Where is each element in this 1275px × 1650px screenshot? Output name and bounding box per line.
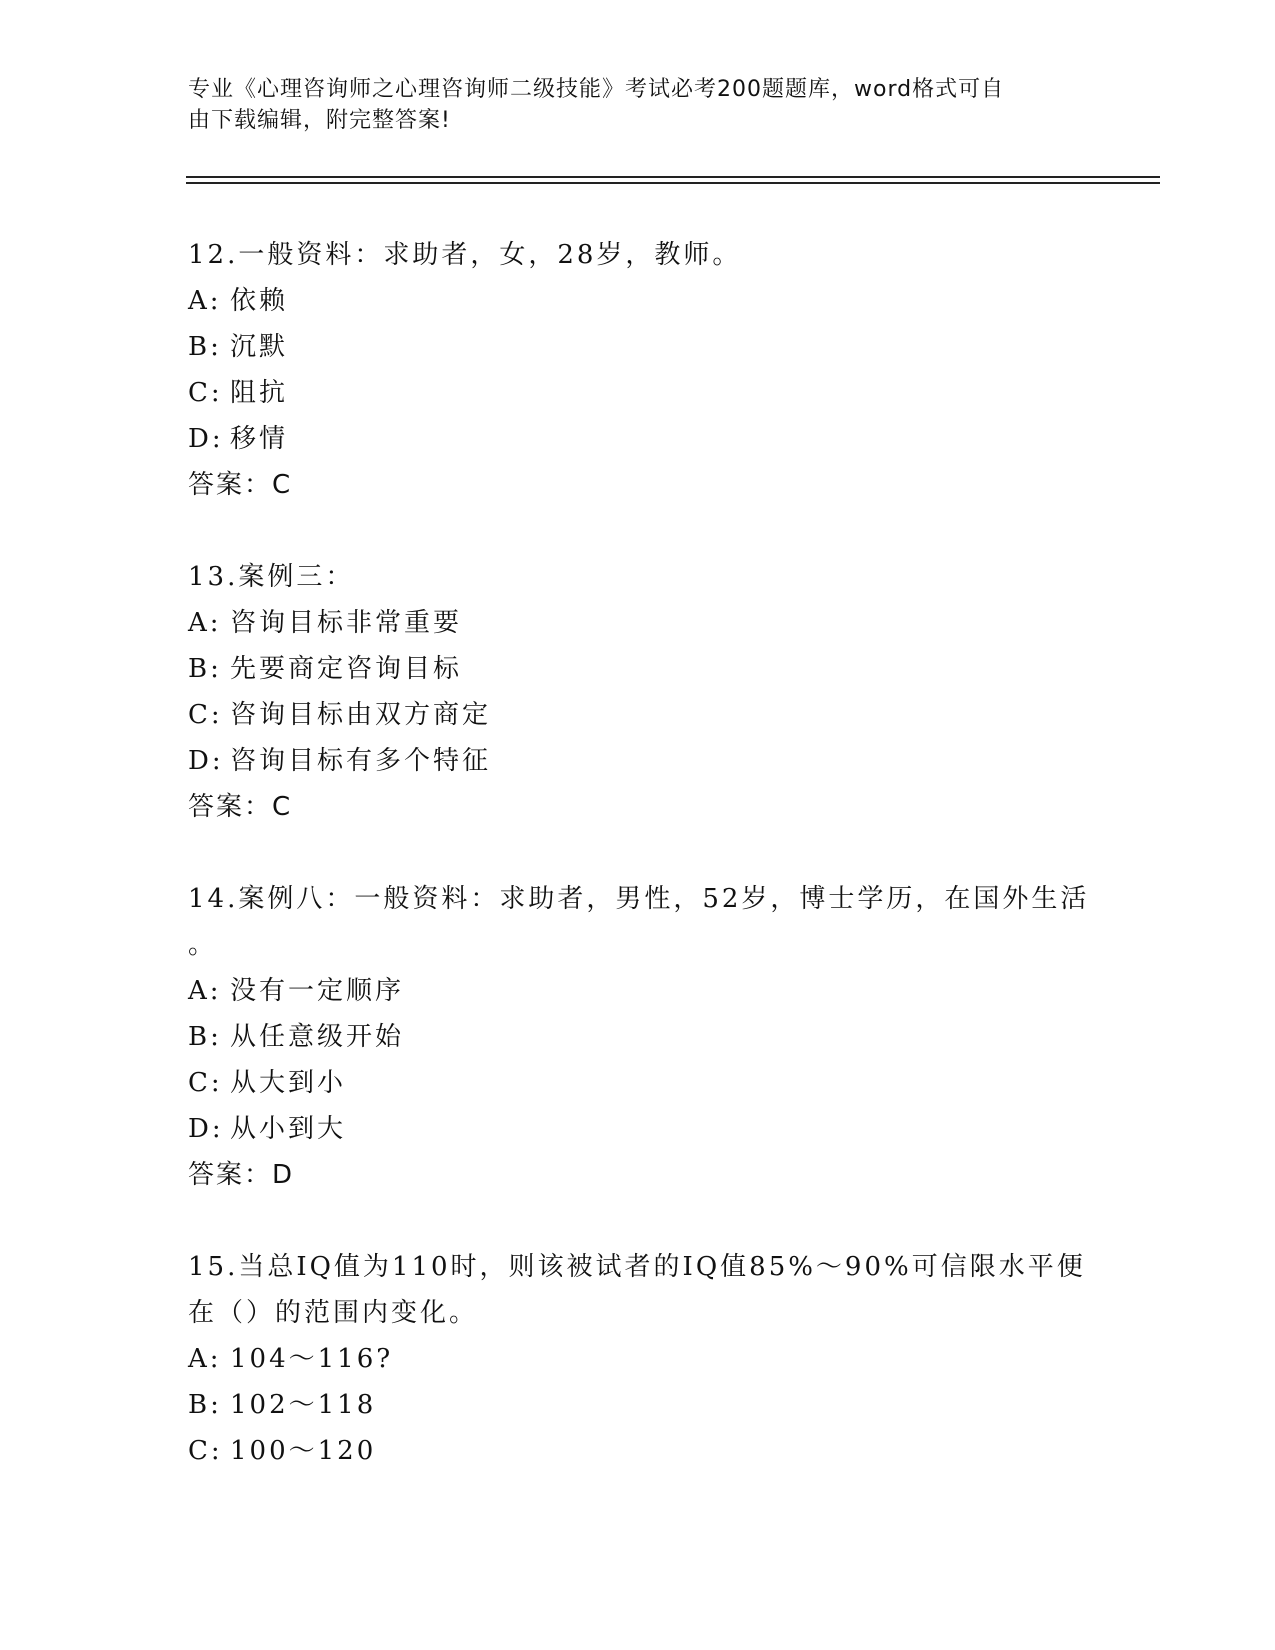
question-stem: 12.一般资料：求助者，女，28岁，教师。: [188, 240, 742, 270]
option-a: [188, 600, 1108, 646]
question-15: [188, 1244, 1108, 1474]
option-d: [188, 1106, 1108, 1152]
option-a: [188, 1336, 1108, 1382]
option-a: [188, 968, 1108, 1014]
question-list: [188, 232, 1108, 1520]
option-d: [188, 416, 1108, 462]
option-a: [188, 278, 1108, 324]
option-letter: A:: [188, 976, 222, 1006]
question-12: [188, 232, 1108, 508]
option-c: [188, 1060, 1108, 1106]
option-letter: C:: [188, 1068, 223, 1098]
option-text: 从大到小: [230, 1068, 347, 1098]
question-13: [188, 554, 1108, 830]
option-text: 移情: [230, 424, 289, 454]
option-letter: A:: [188, 1344, 222, 1374]
option-b: [188, 1014, 1108, 1060]
option-text: 咨询目标非常重要: [230, 608, 463, 638]
question-stem: 14.案例八：一般资料：求助者，男性，52岁，博士学历，在国外生活: [188, 884, 1090, 914]
option-text: 从小到大: [230, 1114, 347, 1144]
option-text: 咨询目标有多个特征: [230, 746, 492, 776]
option-text: 依赖: [230, 286, 289, 316]
option-d: [188, 738, 1108, 784]
option-letter: D:: [188, 424, 224, 454]
option-b: [188, 646, 1108, 692]
option-letter: D:: [188, 1114, 224, 1144]
question-stem: 15.当总IQ值为110时，则该被试者的IQ值85%～90%可信限水平便: [188, 1252, 1086, 1282]
header-divider-bottom: [186, 182, 1160, 184]
question-14: [188, 876, 1108, 1198]
option-letter: B:: [188, 654, 222, 684]
answer-line: 答案：C: [188, 792, 293, 822]
option-text: 咨询目标由双方商定: [230, 700, 492, 730]
option-text: 阻抗: [230, 378, 289, 408]
option-text: 没有一定顺序: [230, 976, 405, 1006]
option-letter: A:: [188, 608, 222, 638]
document-header: [188, 74, 1088, 136]
option-text: 从任意级开始: [230, 1022, 405, 1052]
question-stem: 13.案例三：: [188, 562, 355, 592]
option-text: 先要商定咨询目标: [230, 654, 463, 684]
option-letter: B:: [188, 1390, 222, 1420]
option-b: [188, 324, 1108, 370]
option-text: 102～118: [230, 1390, 377, 1420]
answer-line: 答案：C: [188, 470, 293, 500]
option-c: [188, 370, 1108, 416]
option-letter: B:: [188, 1022, 222, 1052]
option-letter: A:: [188, 286, 222, 316]
option-text: 100～120: [230, 1436, 377, 1466]
question-stem-continued: 。: [188, 930, 218, 960]
option-text: 沉默: [230, 332, 289, 362]
header-divider-top: [186, 176, 1160, 178]
header-line-1: 专业《心理咨询师之心理咨询师二级技能》考试必考200题题库，word格式可自: [188, 77, 1005, 102]
option-b: [188, 1382, 1108, 1428]
option-c: [188, 1428, 1108, 1474]
option-letter: D:: [188, 746, 224, 776]
option-letter: C:: [188, 1436, 223, 1466]
option-letter: C:: [188, 700, 223, 730]
header-line-2: 由下载编辑，附完整答案!: [188, 108, 451, 133]
answer-line: 答案：D: [188, 1160, 295, 1190]
option-text: 104～116?: [230, 1344, 394, 1374]
option-c: [188, 692, 1108, 738]
question-stem-continued: 在（）的范围内变化。: [188, 1298, 479, 1328]
option-letter: C:: [188, 378, 223, 408]
option-letter: B:: [188, 332, 222, 362]
